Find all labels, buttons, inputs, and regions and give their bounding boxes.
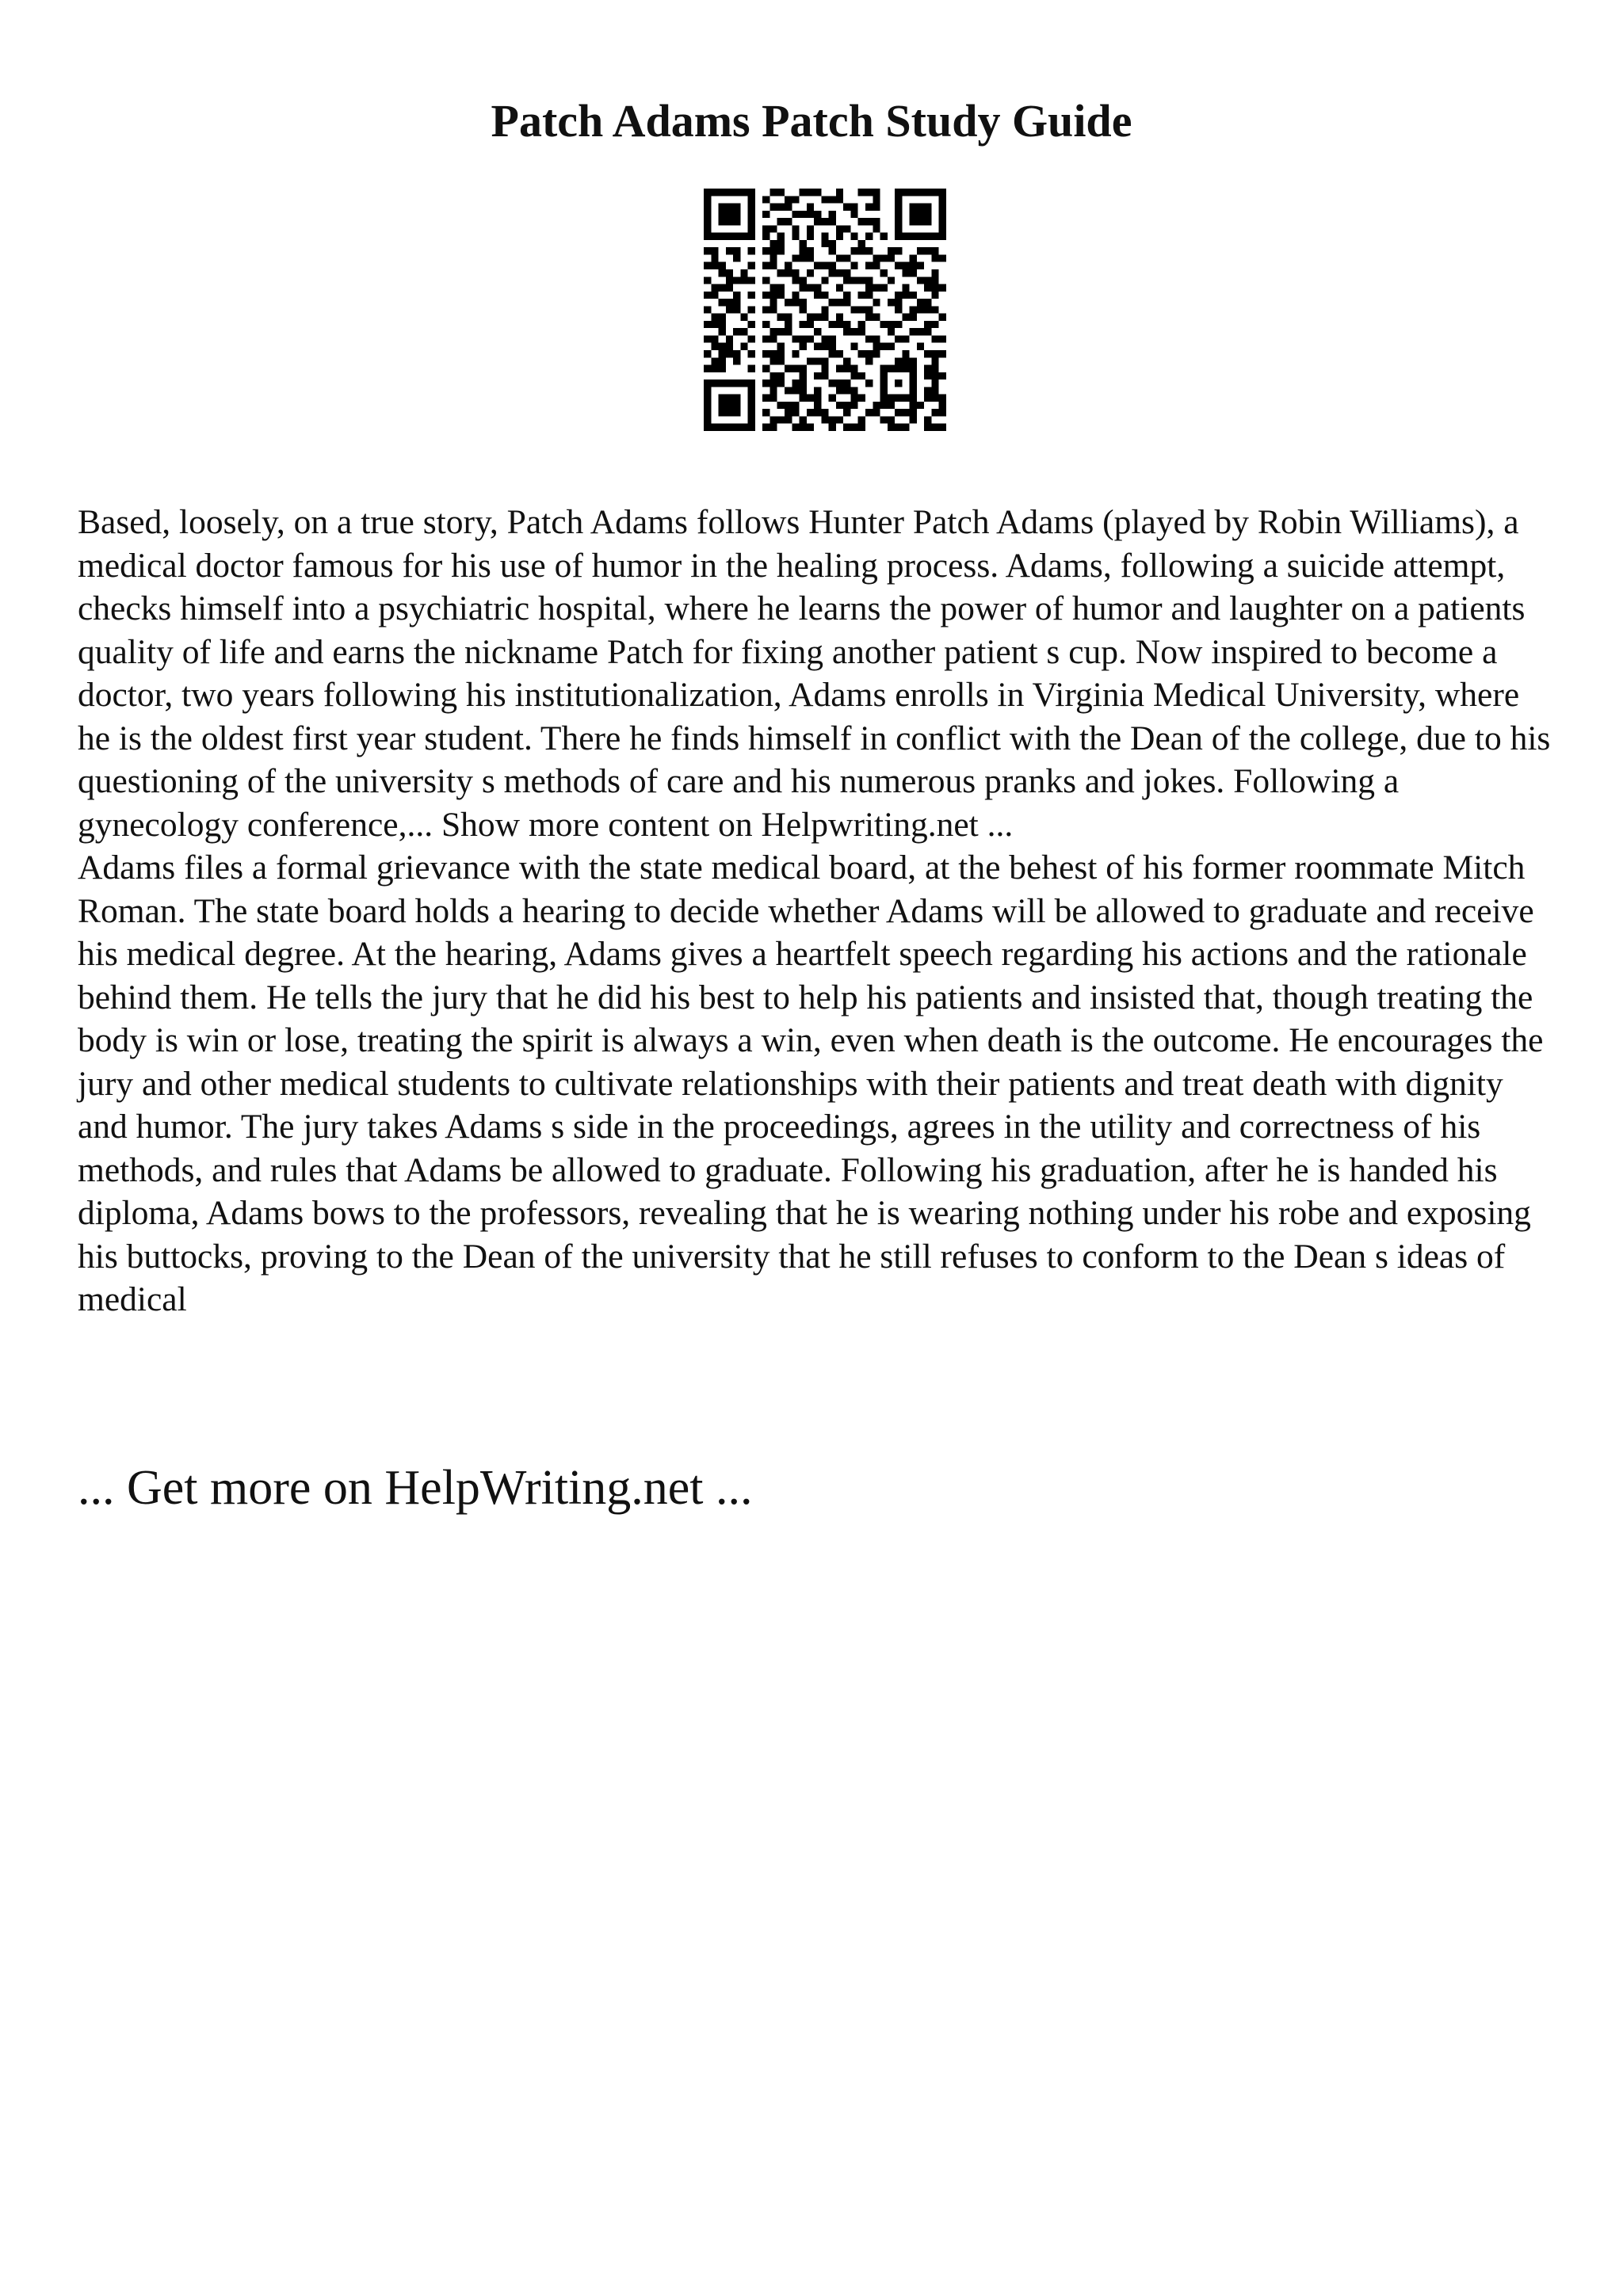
qr-code[interactable] — [704, 189, 946, 431]
body-paragraph-1: Based, loosely, on a true story, Patch Adams follows Hunter Patch Adams (played by Robin Williams), a medical doctor famous for his use of humor in the healing process. Adams, following a suicide attempt, checks himself into a psychiatric hospital, where he learns the power of humor and laughter on a patients quality of life and earns the nickname Patch for fixing another patient s cup. Now inspired to become a doctor, two years following his institutionalization, Adams enrolls in Virginia Medical University, where he is the oldest first year student. There he finds himself in conflict with the Dean of the college, due to his questioning of the university s methods of care and his numerous pranks and jokes. Following a gynecology conference,... Show more content on Helpwriting.net ... — [78, 503, 1551, 844]
document-title: Patch Adams Patch Study Guide — [491, 95, 1132, 147]
document-body — [78, 501, 1560, 1322]
qr-code-graphic — [704, 189, 946, 431]
get-more-link[interactable]: ... Get more on HelpWriting.net ... — [78, 1461, 753, 1515]
body-paragraph-2: Adams files a formal grievance with the state medical board, at the behest of his former roommate Mitch Roman. The state board holds a hearing to decide whether Adams will be allowed to graduate and receive his medical degree. At the hearing, Adams gives a heartfelt speech regarding his actions and the rationale behind them. He tells the jury that he did his best to help his patients and insisted that, though treating the body is win or lose, treating the spirit is always a win, even when death is the outcome. He encourages the jury and other medical students to cultivate relationships with their patients and treat death with dignity and humor. The jury takes Adams s side in the proceedings, agrees in the utility and correctness of his methods, and rules that Adams be allowed to graduate. Following his graduation, after he is handed his diploma, Adams bows to the professors, revealing that he is wearing nothing under his robe and exposing his buttocks, proving to the Dean of the university that he still refuses to conform to the Dean s ideas of medical — [78, 849, 1544, 1318]
